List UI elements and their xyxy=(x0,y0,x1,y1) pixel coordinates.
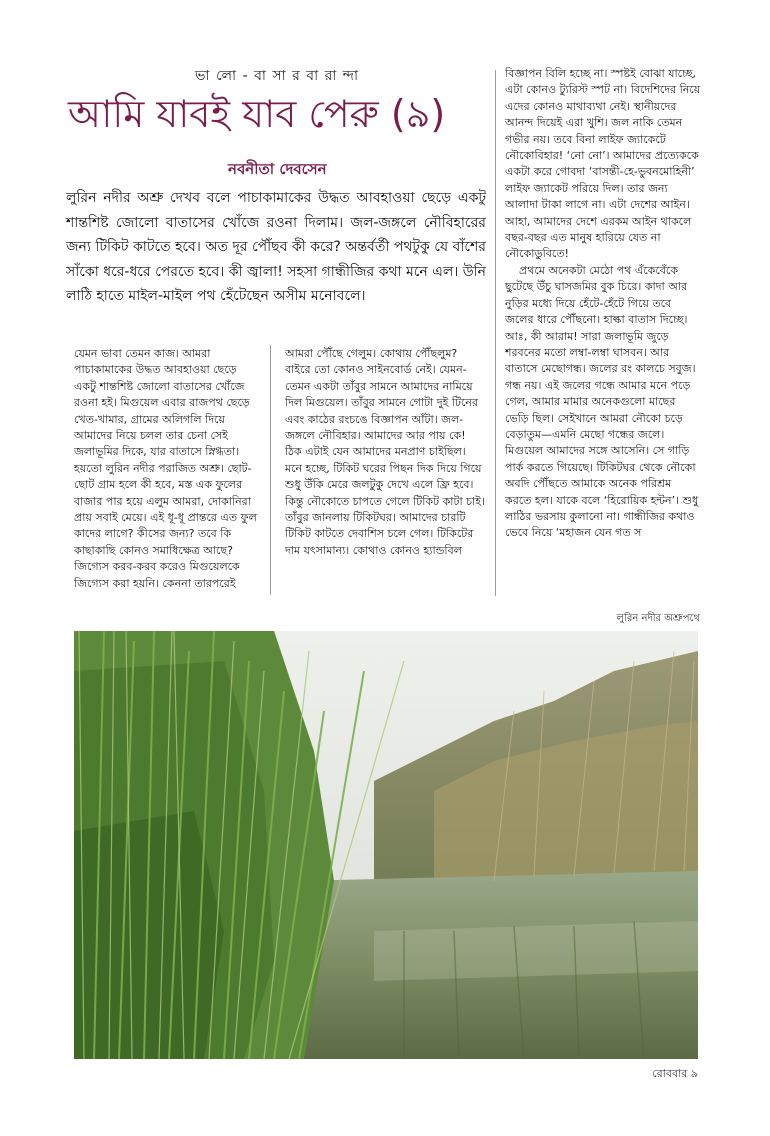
photo-caption: লুরিন নদীর অশ্রুপথে xyxy=(616,613,700,624)
wetland-reeds-photo xyxy=(74,631,698,1059)
body-column-1 xyxy=(74,346,260,594)
column-divider xyxy=(495,70,496,596)
column-3-paragraph-1: বিজ্ঞাপন বিলি হচ্ছে না। স্পষ্টই বোঝা যাচ্ছে, এটা কোনও ট্যুরিস্ট স্পট না। বিদেশিদের নিয়ে এদের কোনও মাথাব্যথা নেই। স্থানীয়দের আনন্দ দিয়েই এরা খুশি। জল নাকি তেমন গভীর নয়। তবে বিনা লাইফ জ্যাকেটে নৌকোবিহার! ‘নো নো’। আমাদের প্রত্যেককে একটা করে গোবদা ‘বাসন্তী-হে-ভুবনমোহিনী’ লাইফ জ্যাকেট পরিয়ে দিল। তার জন্য আলাদা টাকা লাগে না। এটা দেশের আইন। আহা, আমাদের দেশে এরকম আইন থাকলে বছর-বছর এত মানুষ হারিয়ে যেত না নৌকোডুবিতে! xyxy=(505,67,701,261)
article-title: আমি যাবই যাব পেরু (৯) xyxy=(68,92,446,136)
section-kicker: ভা লো - বা সা র বা রা ন্দা xyxy=(195,68,360,84)
body-column-3 xyxy=(505,66,701,596)
body-column-2 xyxy=(285,346,485,594)
column-3-paragraph-2: প্রথমে অনেকটা মেঠো পথ এঁকেবেঁকে ছুটেছে উঁচু ঘাসজমির বুক চিরে। কাদা আর নুড়ির মধ্যে দিয়ে হেঁটে-হেঁটে গিয়ে তবে জলের ধারে পৌঁছনো। হাল্কা বাতাস দিচ্ছে। আঃ, কী আরাম! সারা জলাভূমি জুড়ে শরবনের মতো লম্বা-লম্বা ঘাসবন। আর বাতাসে মেছোগন্ধ। জলের রং কালচে সবুজ। গন্ধ নয়। এই জলের গন্ধে আমার মনে পড়ে গেল, আমার মামার অনেকগুলো মাছের ভেড়ি ছিল। সেইখানে আমরা নৌকো চড়ে বেড়াতুম—এমনি মেছো গন্ধের জলে। মিগুয়েল আমাদের সঙ্গে আসেনি। সে গাড়ি পার্ক করতে গিয়েছে। টিকিটঘর থেকে নৌকো অবদি পৌঁছতে আমাকে অনেক পরিশ্রম করতে হল। যাকে বলে ‘হিরোয়িক হন্টন’। শুধু লাঠির ভরসায় কুলানো না। গান্ধীজির কথাও ভেবে নিয়ে ‘মহাজন যেন গত স xyxy=(505,263,699,540)
column-divider xyxy=(270,345,271,595)
column-2-text: আমরা পৌঁছে গেলুম। কোথায় পৌঁছলুম? বাইরে তো কোনও সাইনবোর্ড নেই। যেমন-তেমন একটা তাঁবুর সামনে আমাদের নামিয়ে দিল মিগুয়েল। তাঁবুর সামনে গোটা দুই টিনের এবং কাঠের রংচঙে বিজ্ঞাপন আঁটা। জল-জঙ্গলে নৌবিহার। আমাদের আর পায় কে! ঠিক এটাই যেন আমাদের মনপ্রাণ চাইছিল। মনে হচ্ছে, টিকিট ঘরের পিছন দিক দিয়ে গিয়ে শুধু উঁকি মেরে জলটুকু দেখে এলে ফ্রি হবে। কিন্তু নৌকোতে চাপতে গেলে টিকিট কাটা চাই। তাঁবুর জানলায় টিকিটঘর। আমাদের চারটি টিকিট কাটতে দেবাশিস চলে গেল। টিকিটের দাম যৎসামান্য। কোথাও কোনও হ্যান্ডবিল xyxy=(285,347,485,557)
column-1-text: যেমন ভাবা তেমন কাজ। আমরা পাচাকামাকের উদ্ধত আবহাওয়া ছেড়ে একটু শান্তশিষ্ট জোলো বাতাসের খোঁজে রওনা হই। মিগুয়েল এবার রাজপথ ছেড়ে খেত-খামার, গ্রামের অলিগলি দিয়ে আমাদের নিয়ে চলল তার চেনা সেই জলাভূমির দিকে, যার বাতাসে স্নিগ্ধতা। হয়তো লুরিন নদীর পরাজিত অশ্রু। ছোট-ছোট গ্রাম হলে কী হবে, মস্ত এক ফুলের বাজার পার হয়ে এলুম আমরা, দোকানিরা প্রায় সবাই মেয়ে। এই ধূ-ধূ প্রান্তরে এত ফুল কাদের লাগে? কীসের জন্য? তবে কি কাছাকাছি কোনও সমাধিক্ষেত্র আছে? জিগ্যেস করব-করব করেও মিগুয়েলকে জিগ্যেস করা হয়নি। কেননা তারপরেই xyxy=(74,347,257,590)
author-byline: নবনীতা দেবসেন xyxy=(228,160,327,178)
page-footer: রোববার ৯ xyxy=(652,1067,698,1080)
article-intro: লুরিন নদীর অশ্রু দেখব বলে পাচাকামাকের উদ্ধত আবহাওয়া ছেড়ে একটু শান্তশিষ্ট জোলো বাতাসের খোঁজে রওনা দিলাম। জল-জঙ্গলে নৌবিহারের জন্য টিকিট কাটতে হবে। অত দূর পৌঁছব কী করে? অন্তর্বর্তী পথটুকু যে বাঁশের সাঁকো ধরে-ধরে পেরতে হবে। কী জ্বালা! সহসা গান্ধীজির কথা মনে এল। উনি লাঠি হাতে মাইল-মাইল পথ হেঁটেছেন অসীম মনোবলে। xyxy=(66,190,487,304)
